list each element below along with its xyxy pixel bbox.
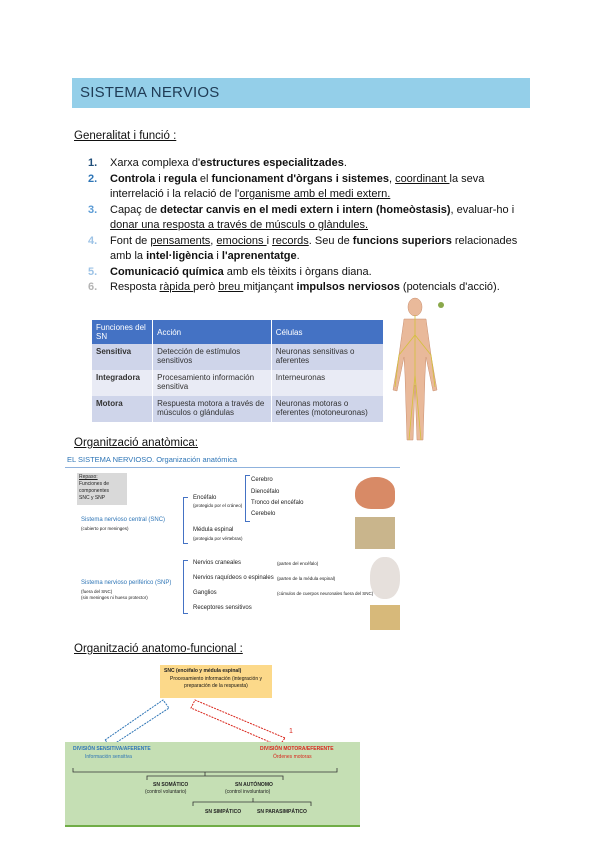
- brain-image: [355, 477, 395, 509]
- brainstem-image: [370, 557, 400, 599]
- list-item: 6. Resposta ràpida però breu mitjançant impulsos nerviosos (potencials d'acció).: [88, 281, 500, 293]
- table-row: Sensitiva Detección de estímulos sensitivos Neuronas sensitivas o aferentes: [92, 344, 384, 370]
- list-item: 1. Xarxa complexa d'estructures especialitzades.: [88, 157, 347, 169]
- list-item: 5. Comunicació química amb els tèixits i òrgans diana.: [88, 265, 372, 278]
- list-item: 2. Controla i regula el funcionament d'òrgans i sistemes, coordinant la seva interrelació i la relació de l'organisme amb el medi extern.: [88, 172, 485, 200]
- heading-organitzacio-funcional: Organització anatomo-funcional :: [74, 643, 243, 655]
- functions-table: Funciones del SN Acción Células Sensitiva Detección de estímulos sensitivos Neuronas sensitivas o aferentes Integradora Procesamiento información sensitiva Interneuronas Motora Respuesta motora a través de músculos o glándulas Neuronas motoras o eferentes (motoneuronas): [92, 320, 384, 422]
- table-row: Motora Respuesta motora a través de músculos o glándulas Neuronas motoras o eferentes (motoneuronas): [92, 396, 384, 422]
- list-item: 4. Font de pensaments, emocions i records. Seu de funcions superiors relacionades amb la intel·ligència i l'aprenentatge.: [88, 234, 518, 262]
- title-banner: [72, 78, 530, 108]
- nervous-system-body-image: [385, 295, 445, 445]
- page-title: SISTEMA NERVIOS: [80, 84, 220, 101]
- spine-nerves-image: [370, 605, 400, 630]
- anatomic-diagram: EL SISTEMA NERVIOSO. Organización anatómica Repaso: Funciones de componentes SNC y SNP Sistema nervioso central (SNC) (cubierto por meninges) Encéfalo (protegido por el cráneo) Cerebro Diencéfalo Tronco del encéfalo Cerebelo Médula espinal (protegida por vértebras) Sistema nervioso periférico (SNP) (fuera del SNC) (sin meninges ni hueso protector) Nervios craneales Nervios raquídeos o espinales Ganglios Receptores sensitivos (parten del encéfalo) (parten de la médula espinal) (cúmulos de cuerpos neuronales fuera del SNC): [65, 452, 400, 630]
- table-row: Integradora Procesamiento información sensitiva Interneuronas: [92, 370, 384, 396]
- functional-diagram: SNC (encéfalo y médula espinal) Procesamiento información (integración y preparación de la respuesta) DIVISIÓN SENSITIVA/AFERENTE Información sensitiva DIVISIÓN MOTORA/EFERENTE Órdenes motoras 1 SN SOMÁTICO (control voluntario) SN AUTÓNOMO (control involuntario) SN SIMPÁTICO SN PARASIMPÁTICO: [65, 660, 360, 825]
- list-item: 3. Capaç de detectar canvis en el medi extern i intern (homeòstasis), evaluar-ho i donar una resposta a través de músculs o glàndules.: [88, 203, 515, 231]
- heading-generalitat: Generalitat i funció :: [74, 130, 177, 142]
- function-list: [88, 156, 528, 296]
- spinal-cord-image: [355, 517, 395, 549]
- heading-organitzacio-anatomica: Organització anatòmica:: [74, 437, 199, 449]
